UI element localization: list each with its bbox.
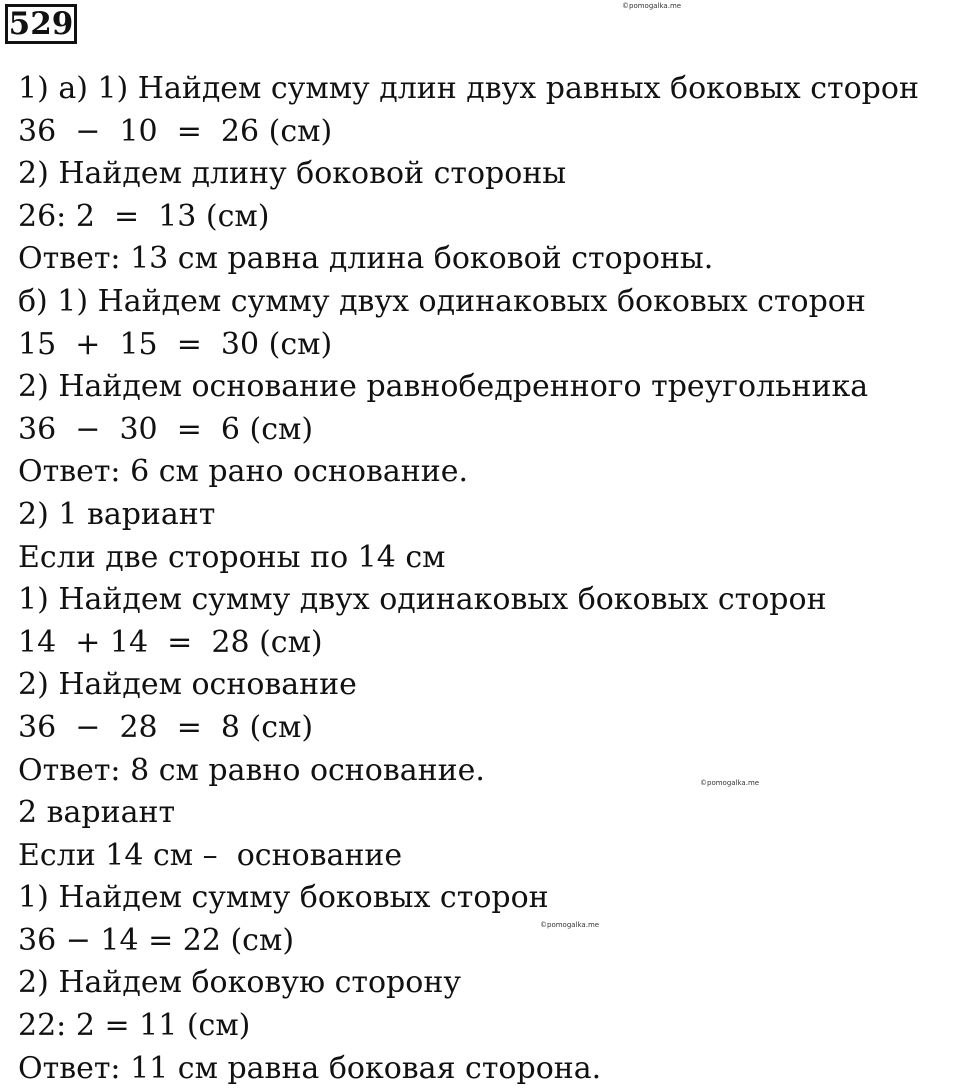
solution-line: 2 вариант <box>18 795 176 831</box>
solution-line: б) 1) Найдем сумму двух одинаковых боковых сторон <box>18 283 866 319</box>
solution-text <box>18 68 919 1090</box>
watermark-top: ©pomogalka.me <box>622 2 682 10</box>
problem-number: 529 <box>8 6 74 42</box>
watermark-middle: ©pomogalka.me <box>700 779 760 787</box>
solution-line: 15 + 15 = 30 (см) <box>18 326 333 362</box>
solution-line: Ответ: 11 см равна боковая сторона. <box>18 1050 602 1086</box>
solution-line: 2) Найдем основание равнобедренного треугольника <box>18 369 869 405</box>
solution-line: 26: 2 = 13 (см) <box>18 198 270 234</box>
watermark-lower: ©pomogalka.me <box>540 921 600 929</box>
solution-line: Ответ: 6 см рано основание. <box>18 454 469 490</box>
solution-line: 2) 1 вариант <box>18 496 216 532</box>
solution-line: 36 − 28 = 8 (см) <box>18 709 314 745</box>
solution-line: 22: 2 = 11 (см) <box>18 1008 251 1044</box>
solution-line: Ответ: 13 см равна длина боковой стороны. <box>18 241 714 277</box>
solution-line: 1) Найдем сумму двух одинаковых боковых сторон <box>18 582 827 618</box>
solution-line: 36 − 10 = 26 (см) <box>18 113 333 149</box>
solution-line: 1) Найдем сумму боковых сторон <box>18 880 549 916</box>
solution-line: 2) Найдем боковую сторону <box>18 965 461 1001</box>
solution-line: Если 14 см – основание <box>18 837 403 873</box>
solution-line: Ответ: 8 см равно основание. <box>18 752 485 788</box>
solution-line: Если две стороны по 14 см <box>18 539 446 575</box>
solution-line: 14 + 14 = 28 (см) <box>18 624 323 660</box>
solution-line: 2) Найдем основание <box>18 667 357 703</box>
solution-line: 2) Найдем длину боковой стороны <box>18 156 567 192</box>
solution-line: 1) а) 1) Найдем сумму длин двух равных боковых сторон <box>18 71 919 106</box>
solution-line: 36 − 14 = 22 (см) <box>18 922 295 958</box>
problem-number-box <box>5 4 77 44</box>
solution-line: 36 − 30 = 6 (см) <box>18 411 314 447</box>
